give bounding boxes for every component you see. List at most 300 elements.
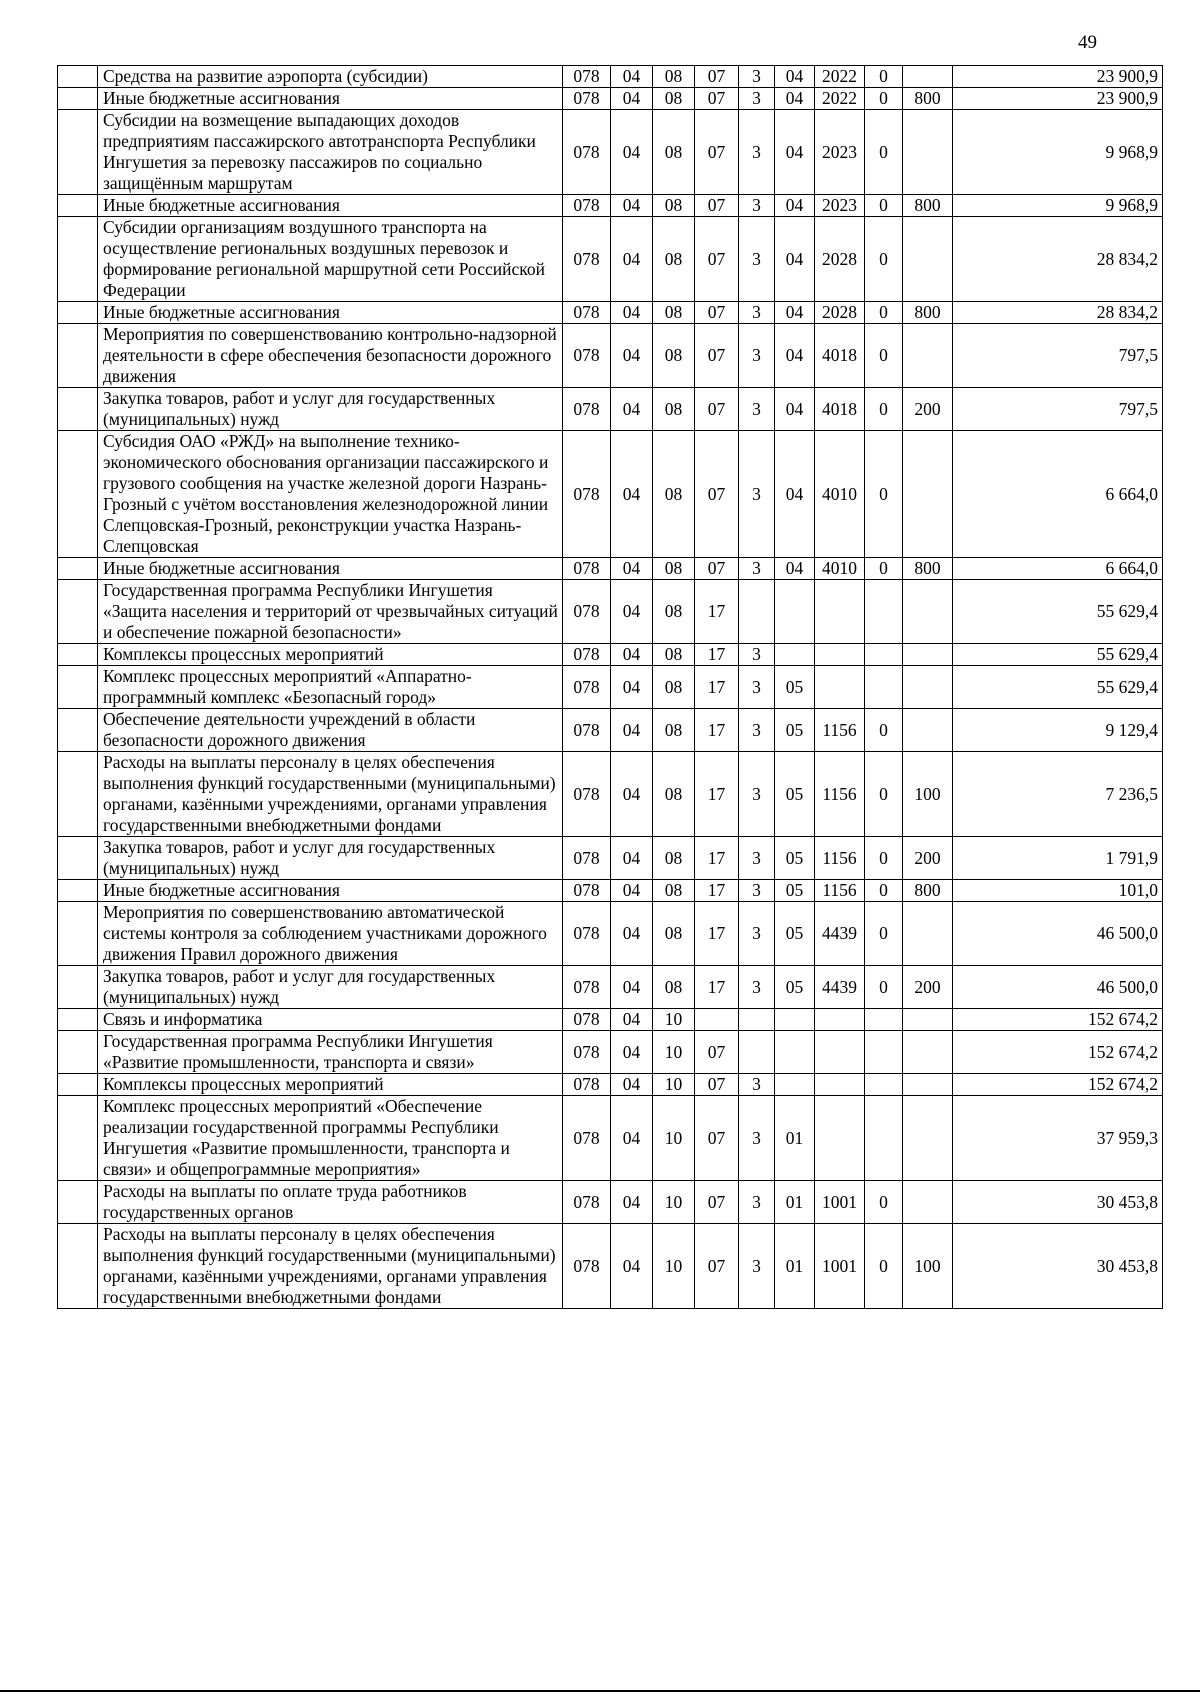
code-section-cell: 04 (611, 195, 653, 217)
code-ministry-cell: 078 (563, 1009, 611, 1031)
row-marker-cell (58, 752, 98, 837)
code-zero-cell (865, 1096, 903, 1181)
code-direction-cell (815, 1009, 865, 1031)
code-direction-cell: 2023 (815, 195, 865, 217)
amount-cell: 37 959,3 (953, 1096, 1163, 1181)
code-complex-cell: 04 (775, 558, 815, 580)
code-direction-cell: 4018 (815, 324, 865, 388)
code-subsection-cell: 08 (653, 880, 695, 902)
code-zero-cell: 0 (865, 302, 903, 324)
row-name-cell: Иные бюджетные ассигнования (98, 880, 563, 902)
amount-cell: 9 968,9 (953, 110, 1163, 195)
code-expense-type-cell: 200 (903, 388, 953, 431)
row-name-cell: Расходы на выплаты персоналу в целях обеспечения выполнения функций государственными (муниципальными) органами, казёнными учреждениями, органами управления государственными внебюджетными фондами (98, 752, 563, 837)
amount-cell: 6 664,0 (953, 431, 1163, 558)
code-expense-type-cell (903, 644, 953, 666)
code-zero-cell (865, 1009, 903, 1031)
code-subprogram-cell: 3 (739, 558, 775, 580)
code-section-cell: 04 (611, 666, 653, 709)
code-direction-cell: 1156 (815, 837, 865, 880)
code-zero-cell: 0 (865, 195, 903, 217)
row-marker-cell (58, 644, 98, 666)
code-direction-cell (815, 666, 865, 709)
code-section-cell: 04 (611, 1181, 653, 1224)
code-complex-cell: 04 (775, 431, 815, 558)
amount-cell: 55 629,4 (953, 666, 1163, 709)
row-name-cell: Расходы на выплаты персоналу в целях обеспечения выполнения функций государственными (муниципальными) органами, казёнными учреждениями, органами управления государственными внебюджетными фондами (98, 1224, 563, 1309)
code-complex-cell: 01 (775, 1224, 815, 1309)
table-row (58, 1009, 1163, 1031)
row-marker-cell (58, 666, 98, 709)
code-subsection-cell: 10 (653, 1031, 695, 1074)
table-row (58, 88, 1163, 110)
code-subsection-cell: 08 (653, 66, 695, 88)
code-zero-cell: 0 (865, 558, 903, 580)
code-subprogram-cell: 3 (739, 1224, 775, 1309)
code-expense-type-cell: 200 (903, 966, 953, 1009)
code-ministry-cell: 078 (563, 302, 611, 324)
code-zero-cell (865, 1031, 903, 1074)
code-expense-type-cell: 800 (903, 88, 953, 110)
code-complex-cell (775, 644, 815, 666)
code-subprogram-cell: 3 (739, 195, 775, 217)
code-subprogram-cell: 3 (739, 110, 775, 195)
row-name-cell: Комплексы процессных мероприятий (98, 1074, 563, 1096)
code-program-cell: 17 (695, 966, 739, 1009)
code-ministry-cell: 078 (563, 110, 611, 195)
code-subprogram-cell: 3 (739, 1096, 775, 1181)
row-name-cell: Комплекс процессных мероприятий «Обеспечение реализации государственной программы Республики Ингушетия «Развитие промышленности, транспорта и связи» и общепрограммные мероприятия» (98, 1096, 563, 1181)
code-section-cell: 04 (611, 431, 653, 558)
row-name-cell: Иные бюджетные ассигнования (98, 558, 563, 580)
code-complex-cell: 05 (775, 880, 815, 902)
code-section-cell: 04 (611, 1074, 653, 1096)
code-program-cell: 07 (695, 195, 739, 217)
code-subsection-cell: 08 (653, 388, 695, 431)
code-direction-cell (815, 1096, 865, 1181)
code-program-cell: 07 (695, 88, 739, 110)
code-direction-cell: 4018 (815, 388, 865, 431)
row-name-cell: Мероприятия по совершенствованию автоматической системы контроля за соблюдением участниками дорожного движения Правил дорожного движения (98, 902, 563, 966)
code-section-cell: 04 (611, 110, 653, 195)
code-direction-cell: 1156 (815, 880, 865, 902)
code-direction-cell: 1156 (815, 709, 865, 752)
code-subprogram-cell: 3 (739, 644, 775, 666)
code-section-cell: 04 (611, 1224, 653, 1309)
code-complex-cell: 05 (775, 666, 815, 709)
code-zero-cell (865, 644, 903, 666)
code-ministry-cell: 078 (563, 1224, 611, 1309)
row-name-cell: Мероприятия по совершенствованию контрольно-надзорной деятельности в сфере обеспечения безопасности дорожного движения (98, 324, 563, 388)
code-subsection-cell: 10 (653, 1096, 695, 1181)
code-section-cell: 04 (611, 580, 653, 644)
code-program-cell: 17 (695, 837, 739, 880)
row-name-cell: Закупка товаров, работ и услуг для государственных (муниципальных) нужд (98, 966, 563, 1009)
code-direction-cell: 2028 (815, 302, 865, 324)
code-program-cell: 07 (695, 1074, 739, 1096)
code-direction-cell: 2022 (815, 66, 865, 88)
code-subsection-cell: 08 (653, 302, 695, 324)
code-zero-cell: 0 (865, 324, 903, 388)
code-subsection-cell: 08 (653, 709, 695, 752)
code-program-cell: 07 (695, 1096, 739, 1181)
row-marker-cell (58, 1181, 98, 1224)
amount-cell: 30 453,8 (953, 1181, 1163, 1224)
code-program-cell: 07 (695, 1181, 739, 1224)
row-marker-cell (58, 837, 98, 880)
code-section-cell: 04 (611, 388, 653, 431)
code-program-cell: 17 (695, 644, 739, 666)
code-program-cell: 07 (695, 388, 739, 431)
code-subsection-cell: 08 (653, 966, 695, 1009)
amount-cell: 9 129,4 (953, 709, 1163, 752)
code-subsection-cell: 08 (653, 902, 695, 966)
code-complex-cell: 04 (775, 195, 815, 217)
code-ministry-cell: 078 (563, 1181, 611, 1224)
code-expense-type-cell (903, 1009, 953, 1031)
code-subprogram-cell: 3 (739, 88, 775, 110)
table-row (58, 1096, 1163, 1181)
row-marker-cell (58, 66, 98, 88)
row-marker-cell (58, 558, 98, 580)
code-complex-cell (775, 1031, 815, 1074)
code-subprogram-cell: 3 (739, 880, 775, 902)
code-subsection-cell: 08 (653, 644, 695, 666)
code-subprogram-cell: 3 (739, 709, 775, 752)
code-subprogram-cell: 3 (739, 1074, 775, 1096)
code-subprogram-cell: 3 (739, 902, 775, 966)
code-complex-cell (775, 1009, 815, 1031)
code-zero-cell: 0 (865, 88, 903, 110)
code-complex-cell: 05 (775, 752, 815, 837)
code-section-cell: 04 (611, 709, 653, 752)
code-subprogram-cell: 3 (739, 431, 775, 558)
amount-cell: 55 629,4 (953, 580, 1163, 644)
code-section-cell: 04 (611, 902, 653, 966)
row-name-cell: Обеспечение деятельности учреждений в области безопасности дорожного движения (98, 709, 563, 752)
code-expense-type-cell: 100 (903, 1224, 953, 1309)
code-complex-cell: 04 (775, 302, 815, 324)
code-ministry-cell: 078 (563, 580, 611, 644)
code-subsection-cell: 08 (653, 324, 695, 388)
code-complex-cell: 04 (775, 88, 815, 110)
code-subprogram-cell (739, 1031, 775, 1074)
code-ministry-cell: 078 (563, 558, 611, 580)
row-name-cell: Расходы на выплаты по оплате труда работников государственных органов (98, 1181, 563, 1224)
code-subsection-cell: 08 (653, 110, 695, 195)
row-marker-cell (58, 388, 98, 431)
code-program-cell (695, 1009, 739, 1031)
code-subprogram-cell: 3 (739, 666, 775, 709)
table-row (58, 666, 1163, 709)
table-body (58, 66, 1163, 1309)
code-section-cell: 04 (611, 837, 653, 880)
row-marker-cell (58, 195, 98, 217)
code-subprogram-cell: 3 (739, 302, 775, 324)
code-section-cell: 04 (611, 880, 653, 902)
code-expense-type-cell (903, 66, 953, 88)
code-direction-cell: 1001 (815, 1181, 865, 1224)
code-program-cell: 07 (695, 558, 739, 580)
code-subsection-cell: 10 (653, 1074, 695, 1096)
code-direction-cell: 1156 (815, 752, 865, 837)
code-subprogram-cell: 3 (739, 66, 775, 88)
code-ministry-cell: 078 (563, 902, 611, 966)
code-zero-cell: 0 (865, 709, 903, 752)
code-subsection-cell: 10 (653, 1181, 695, 1224)
code-direction-cell (815, 580, 865, 644)
code-complex-cell: 04 (775, 324, 815, 388)
amount-cell: 797,5 (953, 324, 1163, 388)
code-zero-cell (865, 666, 903, 709)
code-expense-type-cell (903, 1074, 953, 1096)
row-marker-cell (58, 110, 98, 195)
row-marker-cell (58, 966, 98, 1009)
code-expense-type-cell: 200 (903, 837, 953, 880)
row-name-cell: Иные бюджетные ассигнования (98, 302, 563, 324)
code-subsection-cell: 08 (653, 580, 695, 644)
amount-cell: 28 834,2 (953, 217, 1163, 302)
row-marker-cell (58, 902, 98, 966)
code-direction-cell: 4439 (815, 902, 865, 966)
code-subprogram-cell: 3 (739, 752, 775, 837)
row-marker-cell (58, 1074, 98, 1096)
amount-cell: 152 674,2 (953, 1031, 1163, 1074)
table-row (58, 1224, 1163, 1309)
table-row (58, 709, 1163, 752)
table-row (58, 324, 1163, 388)
code-subprogram-cell: 3 (739, 966, 775, 1009)
code-section-cell: 04 (611, 558, 653, 580)
code-subsection-cell: 08 (653, 431, 695, 558)
code-zero-cell: 0 (865, 752, 903, 837)
row-name-cell: Государственная программа Республики Ингушетия «Развитие промышленности, транспорта и связи» (98, 1031, 563, 1074)
code-expense-type-cell (903, 1181, 953, 1224)
code-section-cell: 04 (611, 1096, 653, 1181)
row-marker-cell (58, 709, 98, 752)
code-direction-cell: 4439 (815, 966, 865, 1009)
code-program-cell: 07 (695, 431, 739, 558)
code-zero-cell: 0 (865, 1181, 903, 1224)
row-name-cell: Комплексы процессных мероприятий (98, 644, 563, 666)
amount-cell: 46 500,0 (953, 902, 1163, 966)
table-row (58, 1074, 1163, 1096)
amount-cell: 9 968,9 (953, 195, 1163, 217)
row-marker-cell (58, 1009, 98, 1031)
row-marker-cell (58, 302, 98, 324)
code-section-cell: 04 (611, 324, 653, 388)
row-marker-cell (58, 1224, 98, 1309)
code-subsection-cell: 08 (653, 558, 695, 580)
code-ministry-cell: 078 (563, 666, 611, 709)
code-direction-cell: 2022 (815, 88, 865, 110)
row-marker-cell (58, 880, 98, 902)
table-row (58, 902, 1163, 966)
table-row (58, 580, 1163, 644)
code-ministry-cell: 078 (563, 195, 611, 217)
amount-cell: 23 900,9 (953, 66, 1163, 88)
table-row (58, 431, 1163, 558)
code-complex-cell: 05 (775, 709, 815, 752)
code-expense-type-cell (903, 666, 953, 709)
row-name-cell: Иные бюджетные ассигнования (98, 195, 563, 217)
amount-cell: 7 236,5 (953, 752, 1163, 837)
row-marker-cell (58, 88, 98, 110)
code-subprogram-cell (739, 580, 775, 644)
row-marker-cell (58, 1096, 98, 1181)
code-direction-cell: 2023 (815, 110, 865, 195)
code-ministry-cell: 078 (563, 837, 611, 880)
code-section-cell: 04 (611, 752, 653, 837)
code-subprogram-cell: 3 (739, 217, 775, 302)
table-row (58, 110, 1163, 195)
code-subsection-cell: 10 (653, 1009, 695, 1031)
code-expense-type-cell (903, 217, 953, 302)
row-name-cell: Государственная программа Республики Ингушетия «Защита населения и территорий от чрезвычайных ситуаций и обеспечение пожарной безопасности» (98, 580, 563, 644)
code-program-cell: 07 (695, 324, 739, 388)
row-name-cell: Иные бюджетные ассигнования (98, 88, 563, 110)
code-expense-type-cell: 800 (903, 880, 953, 902)
code-section-cell: 04 (611, 302, 653, 324)
row-marker-cell (58, 580, 98, 644)
table-row (58, 217, 1163, 302)
code-section-cell: 04 (611, 1009, 653, 1031)
code-expense-type-cell (903, 324, 953, 388)
code-expense-type-cell: 100 (903, 752, 953, 837)
row-name-cell: Закупка товаров, работ и услуг для государственных (муниципальных) нужд (98, 837, 563, 880)
row-marker-cell (58, 217, 98, 302)
code-section-cell: 04 (611, 66, 653, 88)
code-program-cell: 07 (695, 66, 739, 88)
code-section-cell: 04 (611, 217, 653, 302)
code-complex-cell: 01 (775, 1096, 815, 1181)
code-zero-cell: 0 (865, 388, 903, 431)
table-row (58, 66, 1163, 88)
code-program-cell: 07 (695, 217, 739, 302)
code-zero-cell: 0 (865, 431, 903, 558)
amount-cell: 152 674,2 (953, 1009, 1163, 1031)
code-ministry-cell: 078 (563, 388, 611, 431)
code-complex-cell: 04 (775, 110, 815, 195)
code-direction-cell: 2028 (815, 217, 865, 302)
code-zero-cell: 0 (865, 66, 903, 88)
code-subsection-cell: 08 (653, 195, 695, 217)
code-zero-cell: 0 (865, 837, 903, 880)
code-direction-cell: 1001 (815, 1224, 865, 1309)
table-row (58, 644, 1163, 666)
code-zero-cell: 0 (865, 880, 903, 902)
code-zero-cell (865, 1074, 903, 1096)
code-expense-type-cell (903, 1031, 953, 1074)
table-row (58, 837, 1163, 880)
code-program-cell: 07 (695, 1224, 739, 1309)
row-marker-cell (58, 324, 98, 388)
amount-cell: 6 664,0 (953, 558, 1163, 580)
code-subsection-cell: 08 (653, 666, 695, 709)
code-section-cell: 04 (611, 88, 653, 110)
code-complex-cell: 04 (775, 388, 815, 431)
table-row (58, 880, 1163, 902)
code-program-cell: 07 (695, 1031, 739, 1074)
amount-cell: 152 674,2 (953, 1074, 1163, 1096)
row-name-cell: Субсидии организациям воздушного транспорта на осуществление региональных воздушных перевозок и формирование региональной маршрутной сети Российской Федерации (98, 217, 563, 302)
code-ministry-cell: 078 (563, 324, 611, 388)
page-number: 49 (1078, 32, 1097, 53)
code-subsection-cell: 10 (653, 1224, 695, 1309)
amount-cell: 30 453,8 (953, 1224, 1163, 1309)
code-subprogram-cell: 3 (739, 837, 775, 880)
code-ministry-cell: 078 (563, 1096, 611, 1181)
code-zero-cell: 0 (865, 966, 903, 1009)
code-direction-cell (815, 1074, 865, 1096)
code-zero-cell: 0 (865, 217, 903, 302)
code-complex-cell: 05 (775, 837, 815, 880)
code-zero-cell: 0 (865, 902, 903, 966)
code-ministry-cell: 078 (563, 880, 611, 902)
code-program-cell: 17 (695, 902, 739, 966)
code-ministry-cell: 078 (563, 644, 611, 666)
table-row (58, 558, 1163, 580)
code-section-cell: 04 (611, 644, 653, 666)
code-direction-cell (815, 1031, 865, 1074)
table-row (58, 195, 1163, 217)
amount-cell: 23 900,9 (953, 88, 1163, 110)
code-expense-type-cell (903, 1096, 953, 1181)
code-section-cell: 04 (611, 1031, 653, 1074)
code-zero-cell (865, 580, 903, 644)
code-expense-type-cell (903, 110, 953, 195)
code-expense-type-cell (903, 580, 953, 644)
budget-table (57, 65, 1163, 1309)
table-row (58, 1031, 1163, 1074)
code-ministry-cell: 078 (563, 217, 611, 302)
code-subsection-cell: 08 (653, 88, 695, 110)
code-subprogram-cell: 3 (739, 388, 775, 431)
code-program-cell: 07 (695, 110, 739, 195)
code-expense-type-cell: 800 (903, 195, 953, 217)
code-ministry-cell: 078 (563, 1031, 611, 1074)
row-marker-cell (58, 431, 98, 558)
amount-cell: 28 834,2 (953, 302, 1163, 324)
code-subprogram-cell: 3 (739, 1181, 775, 1224)
code-expense-type-cell (903, 709, 953, 752)
code-ministry-cell: 078 (563, 752, 611, 837)
code-complex-cell: 04 (775, 217, 815, 302)
code-complex-cell: 05 (775, 966, 815, 1009)
code-ministry-cell: 078 (563, 431, 611, 558)
row-name-cell: Закупка товаров, работ и услуг для государственных (муниципальных) нужд (98, 388, 563, 431)
code-expense-type-cell: 800 (903, 558, 953, 580)
code-ministry-cell: 078 (563, 66, 611, 88)
row-name-cell: Субсидии на возмещение выпадающих доходов предприятиям пассажирского автотранспорта Республики Ингушетия за перевозку пассажиров по социально защищённым маршрутам (98, 110, 563, 195)
table-row (58, 966, 1163, 1009)
code-complex-cell (775, 580, 815, 644)
code-direction-cell: 4010 (815, 431, 865, 558)
code-subprogram-cell (739, 1009, 775, 1031)
row-name-cell: Комплекс процессных мероприятий «Аппаратно-программный комплекс «Безопасный город» (98, 666, 563, 709)
row-name-cell: Средства на развитие аэропорта (субсидии) (98, 66, 563, 88)
code-ministry-cell: 078 (563, 1074, 611, 1096)
code-subprogram-cell: 3 (739, 324, 775, 388)
code-zero-cell: 0 (865, 1224, 903, 1309)
table-row (58, 1181, 1163, 1224)
code-subsection-cell: 08 (653, 217, 695, 302)
table-row (58, 302, 1163, 324)
code-expense-type-cell (903, 431, 953, 558)
table-row (58, 752, 1163, 837)
code-complex-cell: 04 (775, 66, 815, 88)
code-subsection-cell: 08 (653, 752, 695, 837)
